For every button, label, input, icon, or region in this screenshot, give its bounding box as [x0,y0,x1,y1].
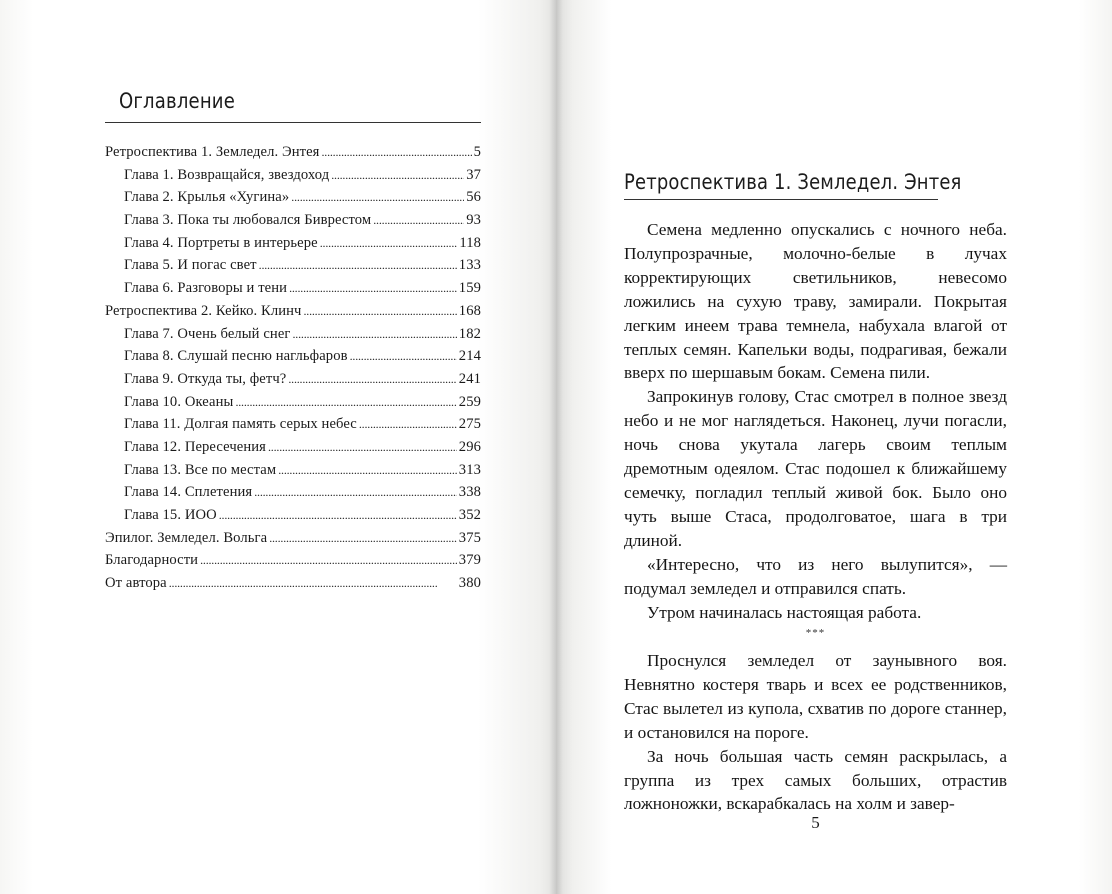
toc-entry [105,368,481,391]
toc-leader-dots [235,391,456,414]
book-gutter-shadow [549,0,563,894]
toc-entry-title: Глава 4. Портреты в интерьере [124,234,318,251]
toc-entry [105,186,481,209]
chapter-title: Ретроспектива 1. Земледел. Энтея [624,170,962,194]
paragraph: Проснулся земледел от заунывного воя. Невнятно костеря тварь и всех ее родственников, Стас вылетел из купола, схватив по дороге станнер, и остановился на пороге. [624,651,1007,742]
toc-heading-rule [105,122,481,123]
toc-leader-dots [289,277,457,300]
toc-entry-page: 296 [458,438,481,455]
toc-entry-page: 93 [466,212,481,229]
toc-leader-dots [331,164,464,187]
toc-entry-page: 5 [473,144,481,160]
toc-leader-dots [269,527,457,550]
toc-entry-page: 379 [458,552,481,569]
paragraph: «Интересно, что из него вылупится», — подумал земледел и отправился спать. [624,554,1007,598]
toc-leader-dots [288,368,456,391]
toc-entry-title: Глава 5. И погас свет [124,257,257,274]
toc-leader-dots [303,300,456,323]
toc-entry-page: 168 [458,302,481,319]
toc-entry [105,345,481,368]
toc-entry [105,413,481,436]
paragraph: Запрокинув голову, Стас смотрел в полное звезд небо и не мог наглядеться. Наконец, лучи погасли, ночь снова укутала лагерь своим теплым дремотным одеялом. Стас подошел к ближайшему семечку, погладил теплый живой бок. Было оно чуть выше Стаса, продолговатое, шага в три длиной. [624,387,1007,550]
toc-entry [105,232,481,255]
toc-entry-title: Глава 13. Все по местам [124,461,277,478]
toc-leader-dots [219,504,457,527]
toc-entry-title: Глава 10. Океаны [124,393,234,410]
toc-entry-title: Глава 6. Разговоры и тени [124,280,288,297]
toc-leader-dots [169,572,457,595]
toc-entry-title: Ретроспектива 1. Земледел. Энтея [105,144,320,160]
toc-entry [105,549,481,572]
toc-entry [105,436,481,459]
toc-entry [105,323,481,346]
toc-entry-title: Благодарности [105,552,199,569]
toc-leader-dots [293,323,457,346]
paragraph: За ночь большая часть семян раскрылась, а группа из трех самых больших, отрастив ложноножки, вскарабкалась на холм и завер- [624,746,1007,814]
toc-entry-page: 37 [466,166,481,183]
toc-entry-title: Глава 8. Слушай песню нагльфаров [124,348,348,365]
toc-entry-title: От автора [105,575,167,592]
toc-leader-dots [350,345,457,368]
toc-list [105,141,481,595]
toc-entry [105,527,481,550]
toc-entry [105,164,481,187]
toc-entry-page: 241 [458,370,481,387]
toc-entry [105,254,481,277]
toc-entry-page: 380 [458,575,481,592]
chapter-title-rule [624,199,938,200]
toc-entry-title: Глава 3. Пока ты любовался Биврестом [124,212,372,229]
toc-leader-dots [373,209,464,232]
toc-entry-title: Ретроспектива 2. Кейко. Клинч [105,302,302,319]
toc-leader-dots [278,459,457,482]
toc-entry-page: 259 [458,393,481,410]
toc-leader-dots [291,186,464,209]
toc-entry [105,300,481,323]
chapter-text-block-1 [624,218,1007,624]
toc-entry-title: Глава 14. Сплетения [124,484,253,501]
toc-entry-page: 275 [458,416,481,433]
section-separator: *** [805,627,826,639]
toc-entry-title: Глава 9. Откуда ты, фетч? [124,370,287,387]
toc-entry-title: Глава 7. Очень белый снег [124,325,291,342]
chapter-text-block-2 [624,649,1007,816]
toc-entry [105,481,481,504]
toc-entry-page: 338 [458,484,481,501]
toc-entry-title: Глава 2. Крылья «Хугина» [124,189,290,206]
toc-entry [105,391,481,414]
toc-entry-page: 313 [458,461,481,478]
toc-leader-dots [254,481,457,504]
toc-entry-page: 214 [458,348,481,365]
toc-entry-page: 118 [459,234,481,251]
toc-leader-dots [359,413,457,436]
toc-leader-dots [320,232,458,255]
toc-entry [105,459,481,482]
toc-entry-page: 56 [466,189,481,206]
toc-entry [105,504,481,527]
toc-heading: Оглавление [119,89,235,113]
page-number: 5 [811,813,820,832]
toc-entry-title: Эпилог. Земледел. Вольга [105,529,268,546]
toc-entry-title: Глава 11. Долгая память серых небес [124,416,357,433]
toc-leader-dots [268,436,457,459]
toc-entry-page: 352 [458,507,481,523]
toc-leader-dots [200,549,457,572]
paragraph: Семена медленно опускались с ночного неба. Полупрозрачные, молочно-белые в лучах корректирующих светильников, невесомо ложились на сухую траву, замирали. Покрытая легким инеем трава темнела, набухала влагой от теплых семян. Капельки воды, подрагивая, бежали вверх по шершавым бокам. Семена пили. [624,220,1007,383]
toc-leader-dots [259,254,457,277]
toc-entry-title: Глава 15. ИОО [124,507,217,523]
toc-entry [105,209,481,232]
toc-entry [105,141,481,164]
toc-leader-dots [321,141,471,164]
toc-entry-title: Глава 12. Пересечения [124,438,266,455]
toc-entry-page: 133 [458,257,481,274]
toc-entry [105,277,481,300]
toc-entry-page: 375 [458,529,481,546]
toc-entry-page: 159 [458,280,481,297]
paragraph: Утром начиналась настоящая работа. [647,602,922,622]
toc-entry [105,572,481,595]
toc-entry-title: Глава 1. Возвращайся, звездоход [124,166,330,183]
toc-entry-page: 182 [458,325,481,342]
